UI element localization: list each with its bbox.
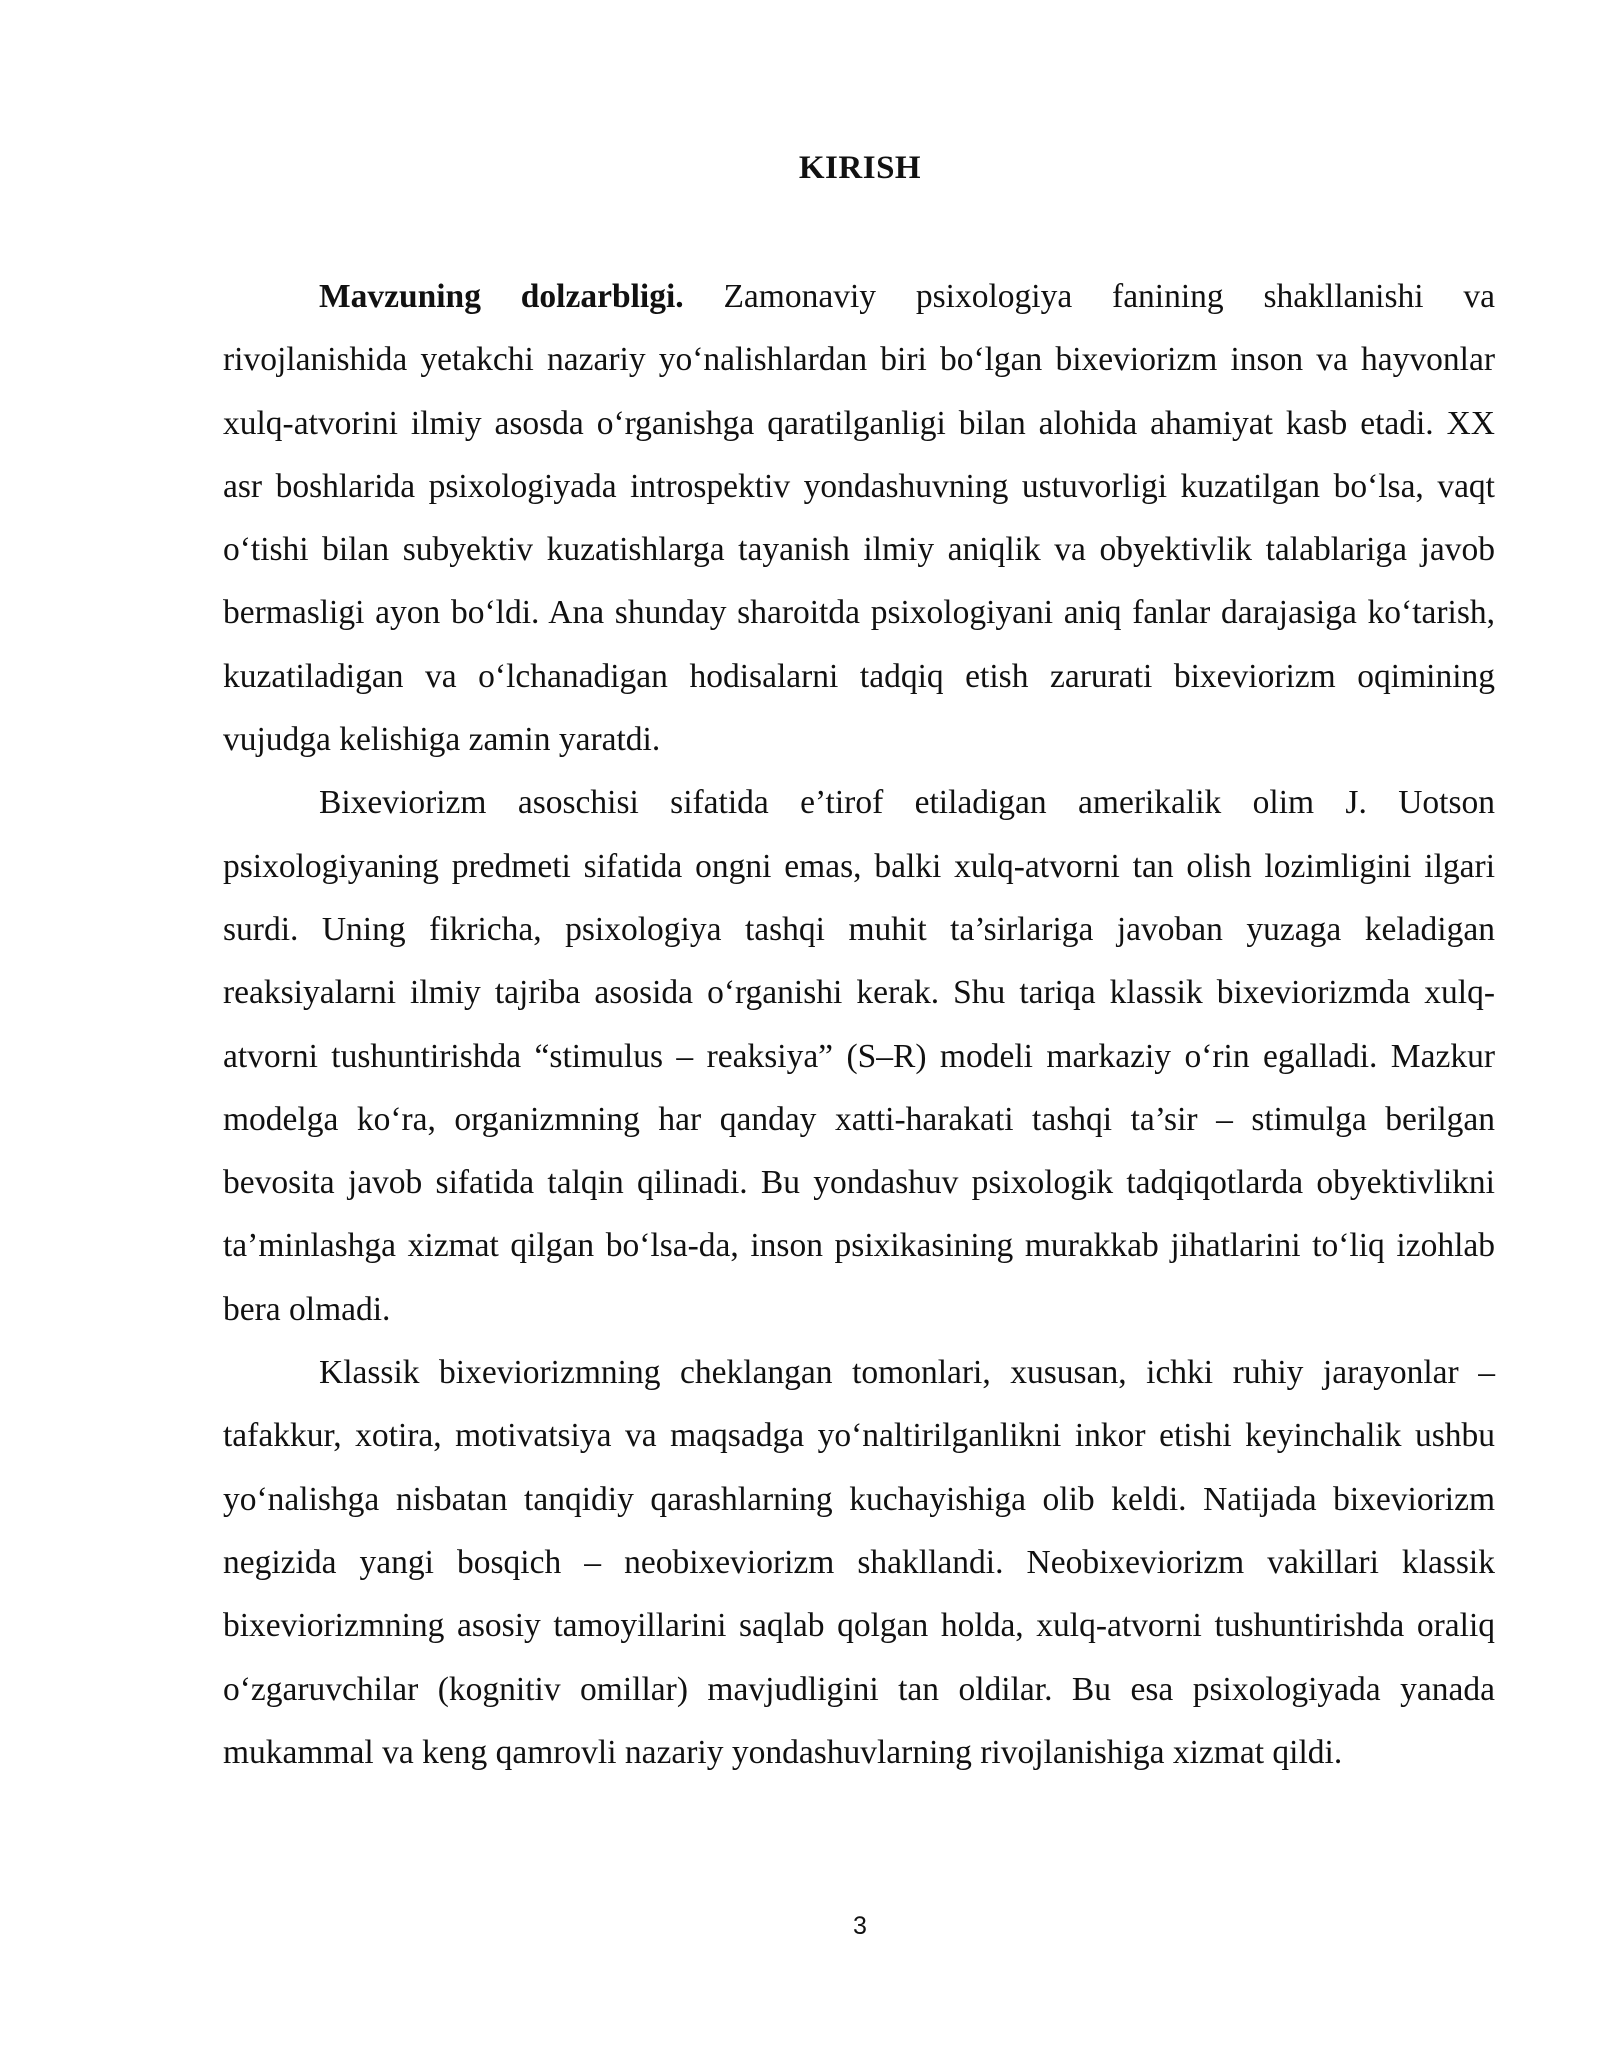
body-text: [223, 265, 1495, 1784]
paragraph-1: [223, 265, 1495, 771]
page-number: 3: [853, 1912, 867, 1940]
paragraph-2: Bixeviorizm asoschisi sifatida e’tirof etiladigan amerikalik olim J. Uotson psixologiyaning predmeti sifatida ongni emas, balki xulq-atvorni tan olish lozimligini ilgari surdi. Uning fikricha, psixologiya tashqi muhit ta’sirlariga javoban yuzaga keladigan reaksiyalarni ilmiy tajriba asosida o‘rganishi kerak. Shu tariqa klassik bixeviorizmda xulq-atvorni tushuntirishda “stimulus – reaksiya” (S–R) modeli markaziy o‘rin egalladi. Mazkur modelga ko‘ra, organizmning har qanday xatti-harakati tashqi ta’sir – stimulga berilgan bevosita javob sifatida talqin qilinadi. Bu yondashuv psixologik tadqiqotlarda obyektivlikni ta’minlashga xizmat qilgan bo‘lsa-da, inson psixikasining murakkab jihatlarini to‘liq izohlab bera olmadi.: [223, 784, 1495, 1328]
paragraph-lead: Mavzuning dolzarbligi.: [319, 278, 684, 315]
paragraph-text: Zamonaviy psixologiya fanining shakllanishi va rivojlanishida yetakchi nazariy yo‘nalishlardan biri bo‘lgan bixeviorizm inson va hayvonlar xulq-atvorini ilmiy asosda o‘rganishga qaratilganligi bilan alohida ahamiyat kasb etadi. XX asr boshlarida psixologiyada introspektiv yondashuvning ustuvorligi kuzatilgan bo‘lsa, vaqt o‘tishi bilan subyektiv kuzatishlarga tayanish ilmiy aniqlik va obyektivlik talablariga javob bermasligi ayon bo‘ldi. Ana shunday sharoitda psixologiyani aniq fanlar darajasiga ko‘tarish, kuzatiladigan va o‘lchanadigan hodisalarni tadqiq etish zarurati bixeviorizm oqimining vujudga kelishiga zamin yaratdi.: [223, 278, 1496, 759]
section-heading: KIRISH: [798, 150, 922, 186]
paragraph-3: Klassik bixeviorizmning cheklangan tomonlari, xususan, ichki ruhiy jarayonlar – tafakkur, xotira, motivatsiya va maqsadga yo‘naltirilganlikni inkor etishi keyinchalik ushbu yo‘nalishga nisbatan tanqidiy qarashlarning kuchayishiga olib keldi. Natijada bixeviorizm negizida yangi bosqich – neobixeviorizm shakllandi. Neobixeviorizm vakillari klassik bixeviorizmning asosiy tamoyillarini saqlab qolgan holda, xulq-atvorni tushuntirishda oraliq o‘zgaruvchilar (kognitiv omillar) mavjudligini tan oldilar. Bu esa psixologiyada yanada mukammal va keng qamrovli nazariy yondashuvlarning rivojlanishiga xizmat qildi.: [223, 1354, 1495, 1771]
